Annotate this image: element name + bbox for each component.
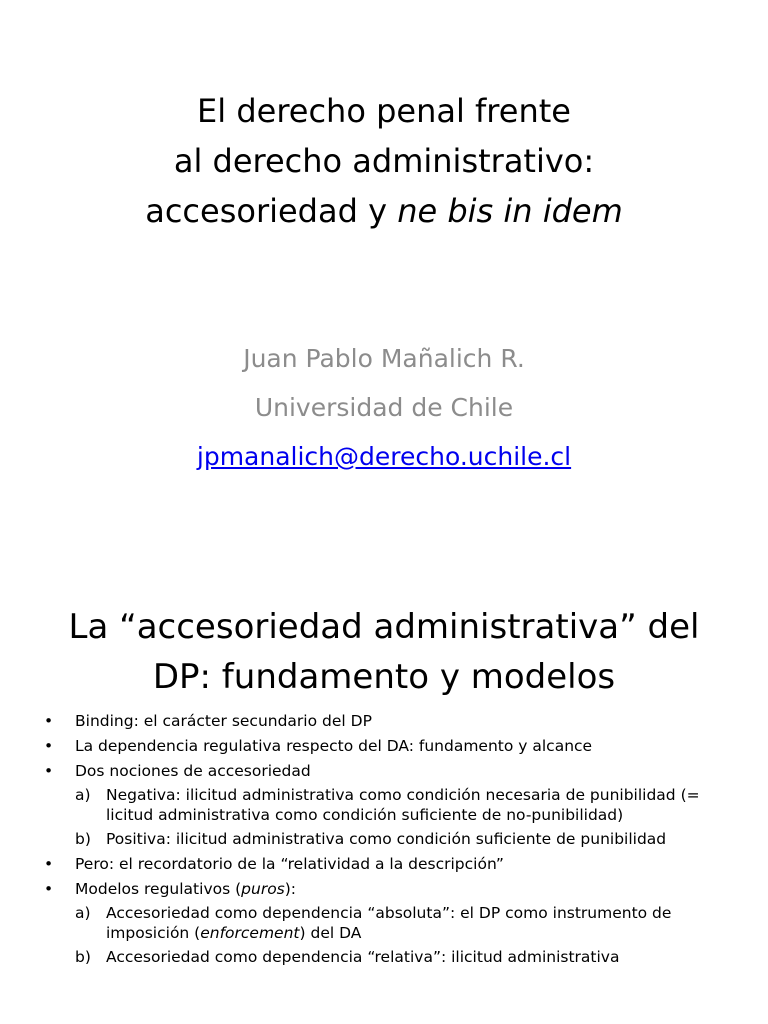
bullet-icon: •	[44, 712, 54, 730]
sub-text-prefix: Accesoriedad como dependencia “absoluta”: el DP como instrumento de imposición (	[106, 904, 672, 942]
bullet-icon: •	[44, 855, 54, 873]
bullet-text	[75, 880, 296, 898]
bullet-italic: puros	[241, 880, 285, 898]
sub-item	[75, 947, 744, 967]
bullet-icon: •	[44, 737, 54, 755]
sub-list	[75, 785, 744, 849]
bullet-item	[44, 879, 744, 967]
bullet-item	[44, 711, 744, 731]
sub-marker: a)	[75, 786, 91, 804]
slide-title	[0, 602, 768, 702]
institution: Universidad de Chile	[254, 393, 514, 422]
bullet-icon: •	[44, 880, 54, 898]
bullet-text: Pero: el recordatorio de la “relatividad a la descripción”	[75, 855, 504, 873]
sub-item	[75, 785, 744, 825]
bullet-text-suffix: ):	[284, 880, 297, 898]
sub-text	[106, 904, 671, 942]
sub-text: Positiva: ilicitud administrativa como condición suficiente de punibilidad	[106, 830, 667, 848]
sub-item	[75, 829, 744, 849]
bullet-item	[44, 854, 744, 874]
slide-title-line: La “accesoriedad administrativa” del	[68, 607, 700, 647]
sub-text: Negativa: ilicitud administrativa como condición necesaria de punibilidad (= licitud administrativa como condición suficiente de no-punibilidad)	[106, 786, 700, 824]
sub-marker: a)	[75, 904, 91, 922]
author-block	[0, 334, 768, 481]
title-line: al derecho administrativo:	[173, 142, 595, 180]
title-line-prefix: accesoriedad y	[145, 192, 398, 230]
bullet-text: Binding: el carácter secundario del DP	[75, 712, 372, 730]
sub-list	[75, 903, 744, 967]
bullet-text: La dependencia regulativa respecto del DA: fundamento y alcance	[75, 737, 593, 755]
content-slide	[0, 576, 768, 1024]
bullet-text-prefix: Modelos regulativos (	[75, 880, 242, 898]
presentation-title	[0, 86, 768, 236]
sub-item	[75, 903, 744, 943]
bullet-text: Dos nociones de accesoriedad	[75, 762, 311, 780]
email-link[interactable]: jpmanalich@derecho.uchile.cl	[196, 442, 572, 471]
sub-text-suffix: ) del DA	[299, 924, 362, 942]
bullet-icon: •	[44, 762, 54, 780]
bullet-item	[44, 761, 744, 849]
sub-marker: b)	[75, 830, 91, 848]
title-line: El derecho penal frente	[197, 92, 571, 130]
author-name: Juan Pablo Mañalich R.	[243, 344, 525, 373]
sub-text: Accesoriedad como dependencia “relativa”: ilicitud administrativa	[106, 948, 620, 966]
title-line	[0, 186, 768, 236]
slide-title-line: DP: fundamento y modelos	[152, 657, 616, 697]
sub-italic: enforcement	[200, 924, 300, 942]
title-italic-phrase: ne bis in idem	[397, 192, 623, 230]
bullet-list	[44, 711, 744, 972]
sub-marker: b)	[75, 948, 91, 966]
bullet-item	[44, 736, 744, 756]
